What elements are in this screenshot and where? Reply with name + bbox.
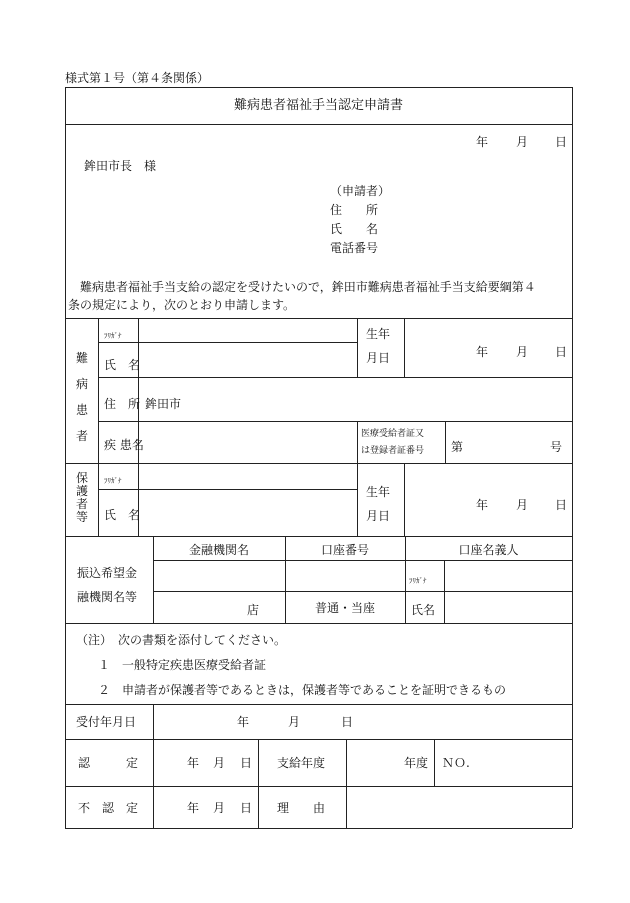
patient-address-value[interactable]: 鉾田市 (145, 397, 182, 411)
patient-name-input[interactable] (139, 343, 356, 376)
applicant-heading: （申請者） (330, 184, 391, 198)
bank-name-input[interactable] (154, 561, 284, 590)
guardian-birth-label-2: 月日 (366, 509, 391, 523)
holder-furigana-label: ﾌﾘｶﾞﾅ (409, 577, 427, 585)
account-holder-column-header: 口座名義人 (458, 543, 519, 557)
cert-number-prefix: 第 (451, 440, 464, 454)
patient-birth-day[interactable]: 日 (555, 345, 568, 359)
bank-section-label-1: 振込希望金 (77, 566, 138, 580)
reason-label: 理 由 (277, 801, 326, 815)
bank-section-label-2: 融機関名等 (77, 590, 138, 604)
patient-birth-month[interactable]: 月 (516, 345, 529, 359)
guardian-birth-day[interactable]: 日 (555, 498, 568, 512)
notes-item-2: ２ 申請者が保護者等であるときは，保護者等であることを証明できるもの (98, 683, 507, 697)
approved-label: 認 定 (78, 756, 139, 770)
cert-number-label-2: は登録者証番号 (361, 446, 425, 456)
rejected-day[interactable]: 日 (240, 801, 253, 815)
fiscal-year-suffix: 年度 (404, 756, 429, 770)
guardian-birth-month[interactable]: 月 (516, 498, 529, 512)
form-title: 難病患者福祉手当認定申請書 (233, 98, 403, 113)
guardian-furigana-input[interactable] (139, 464, 356, 488)
statement-line-1: 難病患者福祉手当支給の認定を受けたいので，鉾田市難病患者福祉手当支給要綱第４ (80, 280, 536, 294)
patient-name-label: 氏 名 (104, 358, 141, 372)
holder-name-label: 氏名 (411, 603, 436, 617)
guardian-furigana-label: ﾌﾘｶﾞﾅ (104, 477, 122, 485)
approved-month[interactable]: 月 (213, 756, 226, 770)
guardian-name-input[interactable] (139, 490, 356, 535)
payment-year-label: 支給年度 (277, 756, 326, 770)
applicant-phone-label: 電話番号 (330, 241, 379, 255)
cert-number-suffix: 号 (550, 440, 563, 454)
branch-name-input[interactable] (154, 592, 242, 622)
patient-furigana-label: ﾌﾘｶﾞﾅ (104, 332, 122, 340)
received-day[interactable]: 日 (341, 715, 354, 729)
patient-birth-label-2: 月日 (366, 351, 391, 365)
form-number-label: 様式第１号（第４条関係） (65, 71, 210, 85)
cert-number-label-1: 医療受給者証又 (361, 429, 425, 439)
guardian-birth-label-1: 生年 (366, 485, 391, 499)
account-type-options[interactable]: 普通・当座 (314, 601, 375, 615)
notes-heading: （注） 次の書類を添付してください。 (76, 633, 287, 647)
patient-furigana-input[interactable] (139, 319, 356, 341)
received-month[interactable]: 月 (288, 715, 301, 729)
patient-disease-label: 疾 患名 (104, 438, 144, 452)
rejected-year[interactable]: 年 (187, 801, 200, 815)
submission-date-month[interactable]: 月 (516, 135, 529, 149)
submission-date-year[interactable]: 年 (476, 135, 489, 149)
approved-day[interactable]: 日 (240, 756, 253, 770)
holder-name-input[interactable] (445, 592, 571, 622)
patient-section-label: 難 病 患 者 (75, 351, 88, 443)
statement-line-2: 条の規定により，次のとおり申請します。 (68, 298, 296, 312)
applicant-address-label: 住 所 (330, 203, 379, 217)
patient-address-label: 住 所 (104, 397, 141, 411)
notes-item-1: １ 一般特定疾患医療受給者証 (98, 658, 267, 672)
record-number-label: ＮＯ. (442, 756, 470, 770)
account-number-column-header: 口座番号 (320, 543, 369, 557)
received-year[interactable]: 年 (237, 715, 250, 729)
applicant-name-label: 氏 名 (330, 222, 379, 236)
approved-year[interactable]: 年 (187, 756, 200, 770)
reason-input[interactable] (347, 787, 571, 827)
account-number-input[interactable] (286, 561, 404, 590)
patient-birth-label-1: 生年 (366, 327, 391, 341)
submission-date-day[interactable]: 日 (555, 135, 568, 149)
bank-name-column-header: 金融機関名 (188, 543, 249, 557)
branch-suffix: 店 (247, 603, 260, 617)
rejected-label: 不 認 定 (78, 801, 139, 815)
patient-birth-year[interactable]: 年 (476, 345, 489, 359)
addressee: 鉾田市長 様 (84, 159, 157, 173)
received-date-label: 受付年月日 (76, 715, 137, 729)
holder-furigana-input[interactable] (445, 561, 571, 590)
guardian-birth-year[interactable]: 年 (476, 498, 489, 512)
guardian-section-label: 保 護 者 等 (75, 471, 88, 524)
rejected-month[interactable]: 月 (213, 801, 226, 815)
guardian-name-label: 氏 名 (104, 508, 141, 522)
patient-disease-input[interactable] (139, 422, 356, 462)
